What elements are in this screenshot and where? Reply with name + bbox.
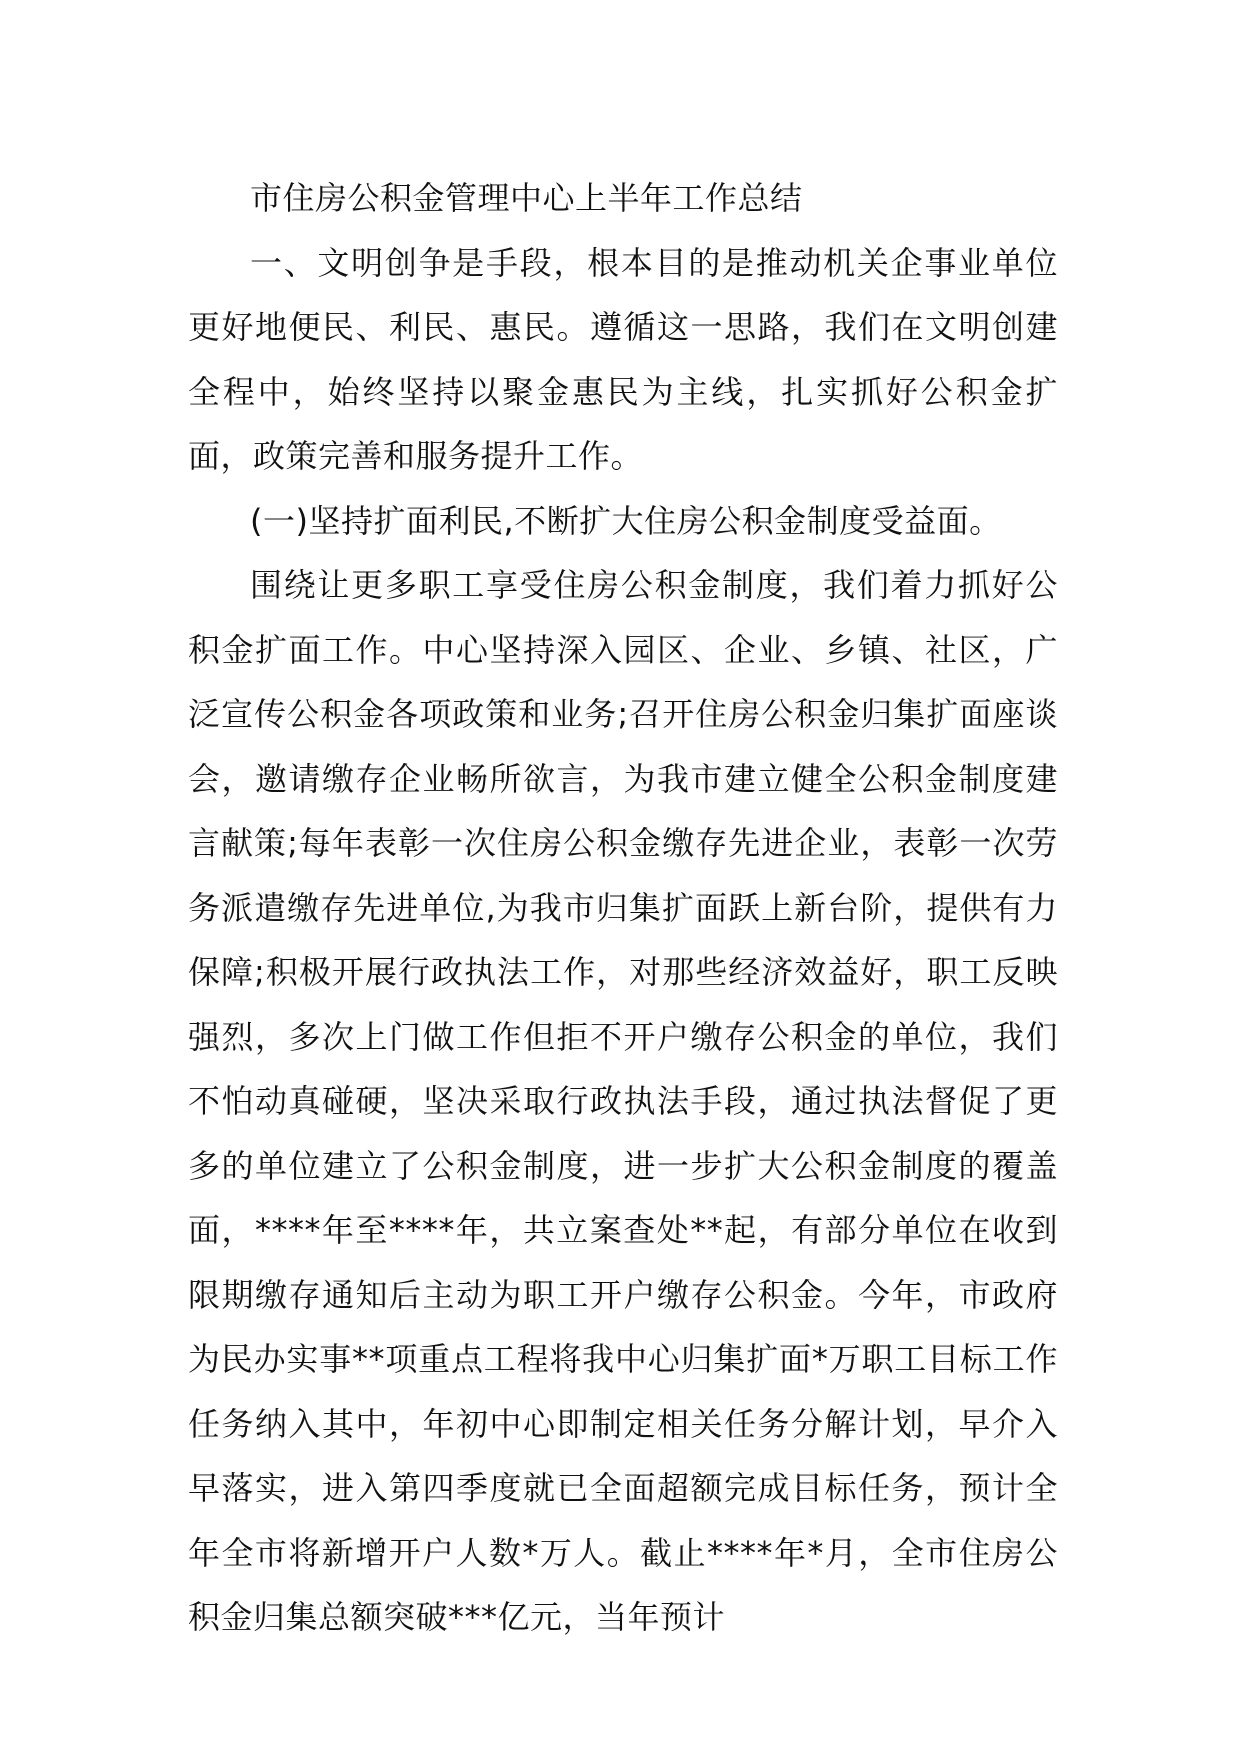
paragraph-body: 围绕让更多职工享受住房公积金制度，我们着力抓好公积金扩面工作。中心坚持深入园区、企业、乡镇、社区，广泛宣传公积金各项政策和业务;召开住房公积金归集扩面座谈会，邀请缴存企业畅所欲言，为我市建立健全公积金制度建言献策;每年表彰一次住房公积金缴存先进企业，表彰一次劳务派遣缴存先进单位,为我市归集扩面跃上新台阶，提供有力保障;积极开展行政执法工作，对那些经济效益好，职工反映强烈，多次上门做工作但拒不开户缴存公积金的单位，我们不怕动真碰硬，坚决采取行政执法手段，通过执法督促了更多的单位建立了公积金制度，进一步扩大公积金制度的覆盖面，****年至****年，共立案查处**起，有部分单位在收到限期缴存通知后主动为职工开户缴存公积金。今年，市政府为民办实事**项重点工程将我中心归集扩面*万职工目标工作任务纳入其中，年初中心即制定相关任务分解计划，早介入早落实，进入第四季度就已全面超额完成目标任务，预计全年全市将新增开户人数*万人。截止****年*月，全市住房公积金归集总额突破***亿元，当年预计 (188, 566, 1058, 1636)
paragraph-intro: 一、文明创争是手段，根本目的是推动机关企事业单位更好地便民、利民、惠民。遵循这一思路，我们在文明创建全程中，始终坚持以聚金惠民为主线，扎实抓好公积金扩面，政策完善和服务提升工作。 (188, 243, 1058, 475)
document-title: 市住房公积金管理中心上半年工作总结 (250, 179, 803, 217)
section-heading: (一)坚持扩面利民,不断扩大住房公积金制度受益面。 (250, 501, 1002, 540)
document-body (188, 166, 1058, 1650)
